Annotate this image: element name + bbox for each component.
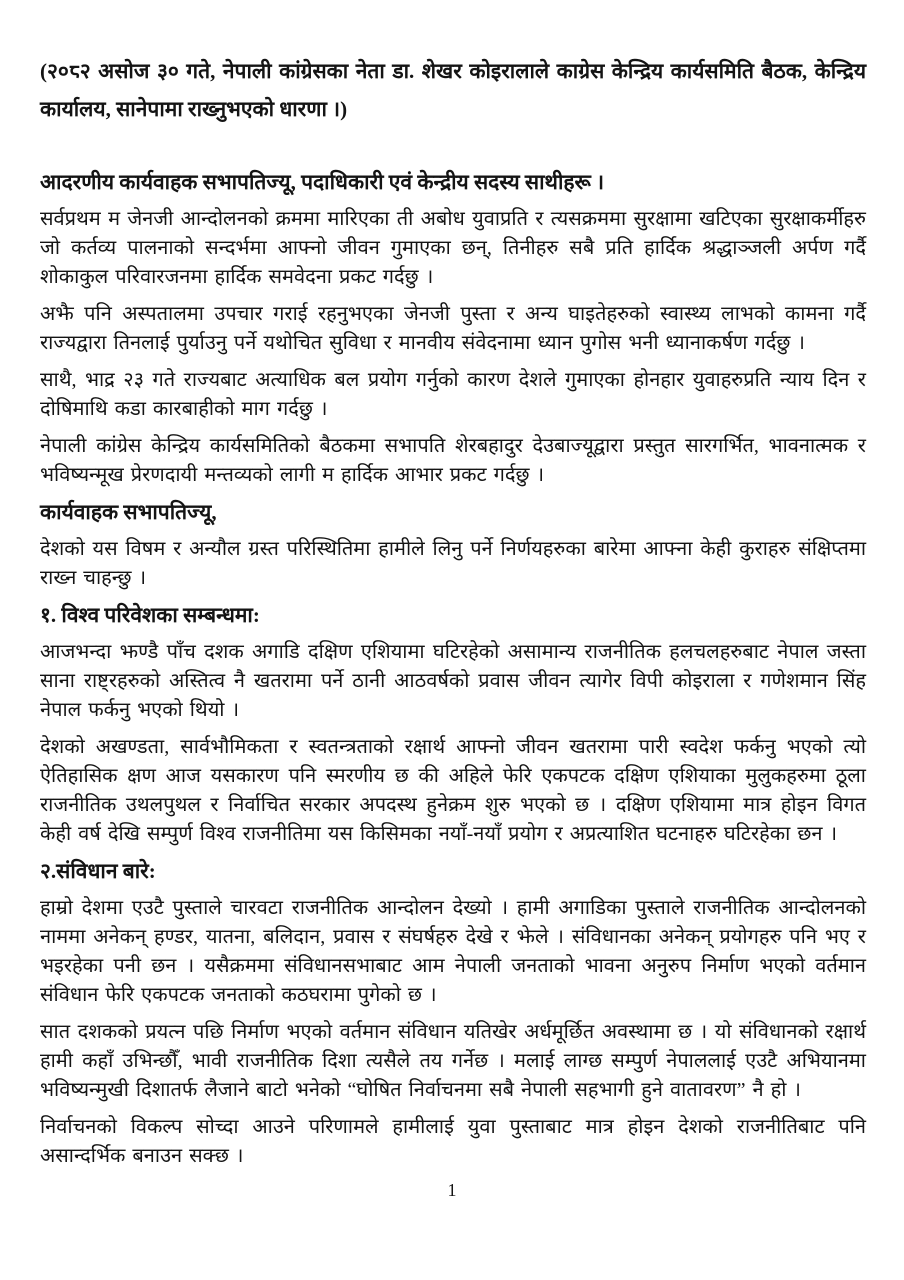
document-paragraph: देशको अखण्डता, सार्वभौमिकता र स्वतन्त्रताको रक्षार्थ आफ्नो जीवन खतरामा पारी स्वदेश फर्कनु भएको त्यो ऐतिहासिक क्षण आज यसकारण पनि स्मरणीय छ की अहिले फेरि एकपटक दक्षिण एशियाका मुलुकहरुमा ठूला राजनीतिक उथलपुथल र निर्वाचित सरकार अपदस्थ हुनेक्रम शुरु भएको छ । दक्षिण एशियामा मात्र होइन विगत केही वर्ष देखि सम्पुर्ण विश्व राजनीतिमा यस किसिमका नयाँ-नयाँ प्रयोग र अप्रत्याशित घटनाहरु घटिरहेका छन ।: [40, 736, 866, 845]
document-heading: आदरणीय कार्यवाहक सभापतिज्यू, पदाधिकारी एवं केन्द्रीय सदस्य साथीहरू ।: [40, 170, 605, 194]
document-body: [40, 168, 866, 1171]
intro-note: (२०८२ असोज ३० गते, नेपाली कांग्रेसका नेता डा. शेखर कोइरालाले काग्रेस केन्द्रिय कार्यसमिति बैठक, केन्द्रिय कार्यालय, सानेपामा राख्नुभएको धारणा ।): [40, 59, 866, 121]
document-paragraph: हाम्रो देशमा एउटै पुस्ताले चारवटा राजनीतिक आन्दोलन देख्यो । हामी अगाडिका पुस्ताले राजनीतिक आन्दोलनको नाममा अनेकन् हण्डर, यातना, बलिदान, प्रवास र संघर्षहरु देखे र झेले । संविधानका अनेकन् प्रयोगहरु पनि भए र भइरहेका पनी छन । यसैक्रममा संविधानसभाबाट आम नेपाली जनताको भावना अनुरुप निर्माण भएको वर्तमान संविधान फेरि एकपटक जनताको कठघरामा पुगेको छ ।: [40, 897, 866, 1006]
page-number: 1: [447, 1180, 457, 1200]
document-paragraph: साथै, भाद्र २३ गते राज्यबाट अत्याधिक बल प्रयोग गर्नुको कारण देशले गुमाएका होनहार युवाहरुप्रति न्याय दिन र दोषिमाथि कडा कारबाहीको माग गर्दछु ।: [40, 369, 866, 420]
document-heading: १. विश्व परिवेशका सम्बन्धमा:: [40, 603, 260, 627]
document-paragraph: नेपाली कांग्रेस केन्द्रिय कार्यसमितिको बैठकमा सभापति शेरबहादुर देउबाज्यूद्वारा प्रस्तुत सारगर्भित, भावनात्मक र भविष्यन्मूख प्रेरणदायी मन्तव्यको लागी म हार्दिक आभार प्रकट गर्दछु ।: [40, 435, 866, 486]
document-heading: कार्यवाहक सभापतिज्यू,: [40, 500, 217, 524]
document-paragraph: सर्वप्रथम म जेनजी आन्दोलनको क्रममा मारिएका ती अबोध युवाप्रति र त्यसक्रममा सुरक्षामा खटिएका सुरक्षाकर्मीहरु जो कर्तव्य पालनाको सन्दर्भमा आफ्नो जीवन गुमाएका छन्, तिनीहरु सबै प्रति हार्दिक श्रद्धाञ्जली अर्पण गर्दै शोकाकुल परिवारजनमा हार्दिक समवेदना प्रकट गर्दछु ।: [40, 208, 866, 288]
document-paragraph: अझै पनि अस्पतालमा उपचार गराई रहनुभएका जेनजी पुस्ता र अन्य घाइतेहरुको स्वास्थ्य लाभको कामना गर्दै राज्यद्वारा तिनलाई पुर्याउनु पर्ने यथोचित सुविधा र मानवीय संवेदनामा ध्यान पुगोस भनी ध्यानाकर्षण गर्दछु ।: [40, 303, 866, 354]
document-paragraph: आजभन्दा झण्डै पाँच दशक अगाडि दक्षिण एशियामा घटिरहेको असामान्य राजनीतिक हलचलहरुबाट नेपाल जस्ता साना राष्ट्रहरुको अस्तित्व नै खतरामा पर्ने ठानी आठवर्षको प्रवास जीवन त्यागेर विपी कोइराला र गणेशमान सिंह नेपाल फर्कनु भएको थियो ।: [40, 641, 866, 721]
document-heading: २.संविधान बारे:: [40, 859, 156, 883]
document-paragraph: निर्वाचनको विकल्प सोच्दा आउने परिणामले हामीलाई युवा पुस्ताबाट मात्र होइन देशको राजनीतिबाट पनि असान्दर्भिक बनाउन सक्छ ।: [40, 1116, 866, 1167]
document-paragraph: सात दशकको प्रयत्न पछि निर्माण भएको वर्तमान संविधान यतिखेर अर्धमूर्छित अवस्थामा छ । यो संविधानको रक्षार्थ हामी कहाँ उभिन्छौँ, भावी राजनीतिक दिशा त्यसैले तय गर्नेछ । मलाई लाग्छ सम्पुर्ण नेपाललाई एउटै अभियानमा भविष्यन्मुखी दिशातर्फ लैजाने बाटो भनेको “घोषित निर्वाचनमा सबै नेपाली सहभागी हुने वातावरण” नै हो ।: [40, 1021, 866, 1101]
document-content: [40, 52, 866, 1179]
document-paragraph: देशको यस विषम र अन्यौल ग्रस्त परिस्थितिमा हामीले लिनु पर्ने निर्णयहरुका बारेमा आफ्ना केही कुराहरु संक्षिप्तमा राख्न चाहन्छु ।: [40, 538, 866, 589]
